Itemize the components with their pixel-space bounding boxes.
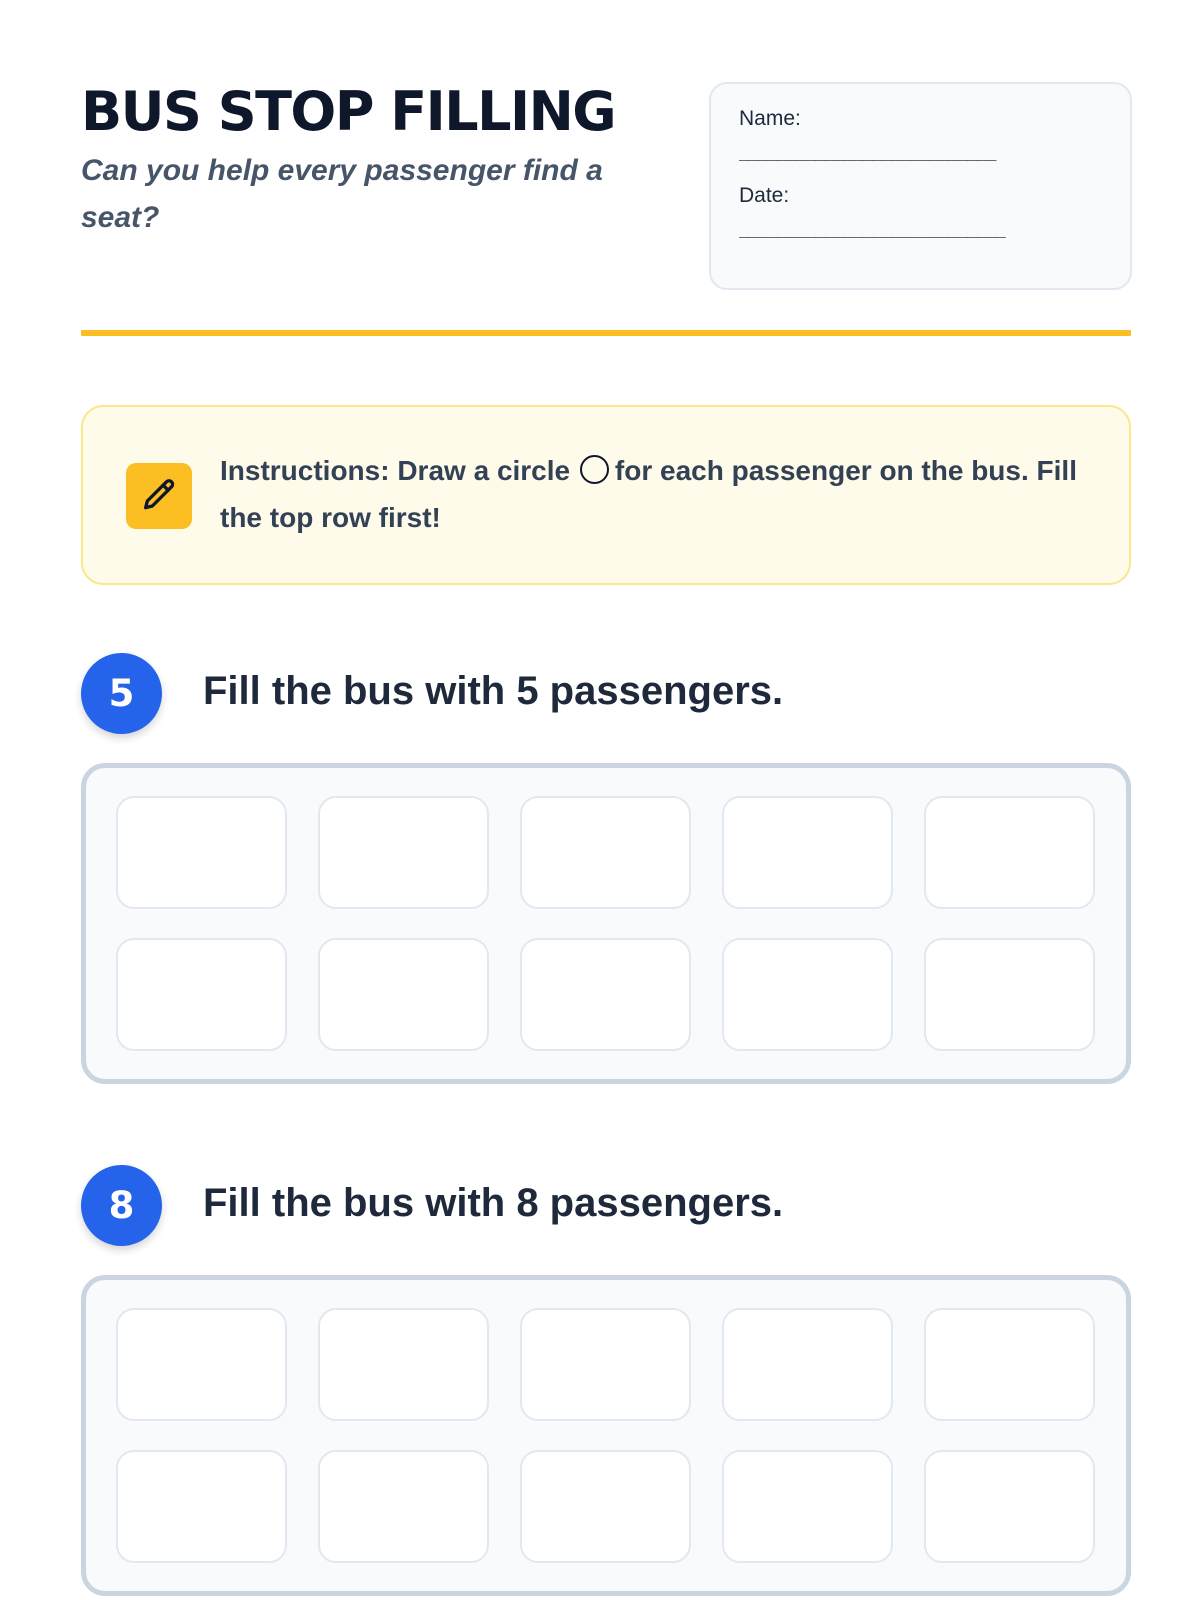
problem-prompt: Fill the bus with 8 passengers. [203, 1181, 784, 1225]
seat-box[interactable] [924, 938, 1095, 1051]
seat-box[interactable] [722, 1308, 893, 1421]
instructions-text-end: for each passenger on the bus. Fill the top row first! [220, 455, 1077, 533]
name-field[interactable]: ___________________________ [739, 143, 996, 161]
seat-box[interactable] [318, 938, 489, 1051]
problem-number-badge: 8 [81, 1165, 162, 1246]
seat-box[interactable] [318, 1308, 489, 1421]
header-divider [81, 330, 1131, 336]
name-date-box [709, 82, 1132, 290]
instructions-text [220, 447, 1100, 541]
title-block [81, 82, 681, 241]
seat-box[interactable] [520, 938, 691, 1051]
seat-box[interactable] [116, 938, 287, 1051]
name-label: Name: [739, 107, 801, 130]
worksheet-header [81, 82, 1131, 292]
seat-box[interactable] [924, 1308, 1095, 1421]
seat-box[interactable] [924, 796, 1095, 909]
seat-box[interactable] [116, 1308, 287, 1421]
seat-box[interactable] [722, 796, 893, 909]
seat-box[interactable] [116, 1450, 287, 1563]
bus-seat-grid [81, 1275, 1131, 1596]
circle-icon [580, 455, 609, 484]
worksheet-title: BUS STOP FILLING [81, 80, 616, 143]
pencil-icon [126, 463, 192, 529]
seat-box[interactable] [722, 938, 893, 1051]
seat-box[interactable] [520, 1308, 691, 1421]
seat-box[interactable] [318, 796, 489, 909]
seat-box[interactable] [924, 1450, 1095, 1563]
seat-box[interactable] [722, 1450, 893, 1563]
instructions-panel [81, 405, 1131, 585]
seat-box[interactable] [318, 1450, 489, 1563]
seat-box[interactable] [520, 1450, 691, 1563]
seat-box[interactable] [520, 796, 691, 909]
date-label: Date: [739, 184, 790, 207]
seat-box[interactable] [116, 796, 287, 909]
bus-seat-grid [81, 763, 1131, 1084]
date-field[interactable]: ____________________________ [739, 220, 1006, 238]
instructions-text-start: Instructions: Draw a circle [220, 455, 571, 486]
worksheet-subtitle: Can you help every passenger find a seat? [81, 154, 603, 234]
problem-prompt: Fill the bus with 5 passengers. [203, 669, 784, 713]
problem-number-badge: 5 [81, 653, 162, 734]
